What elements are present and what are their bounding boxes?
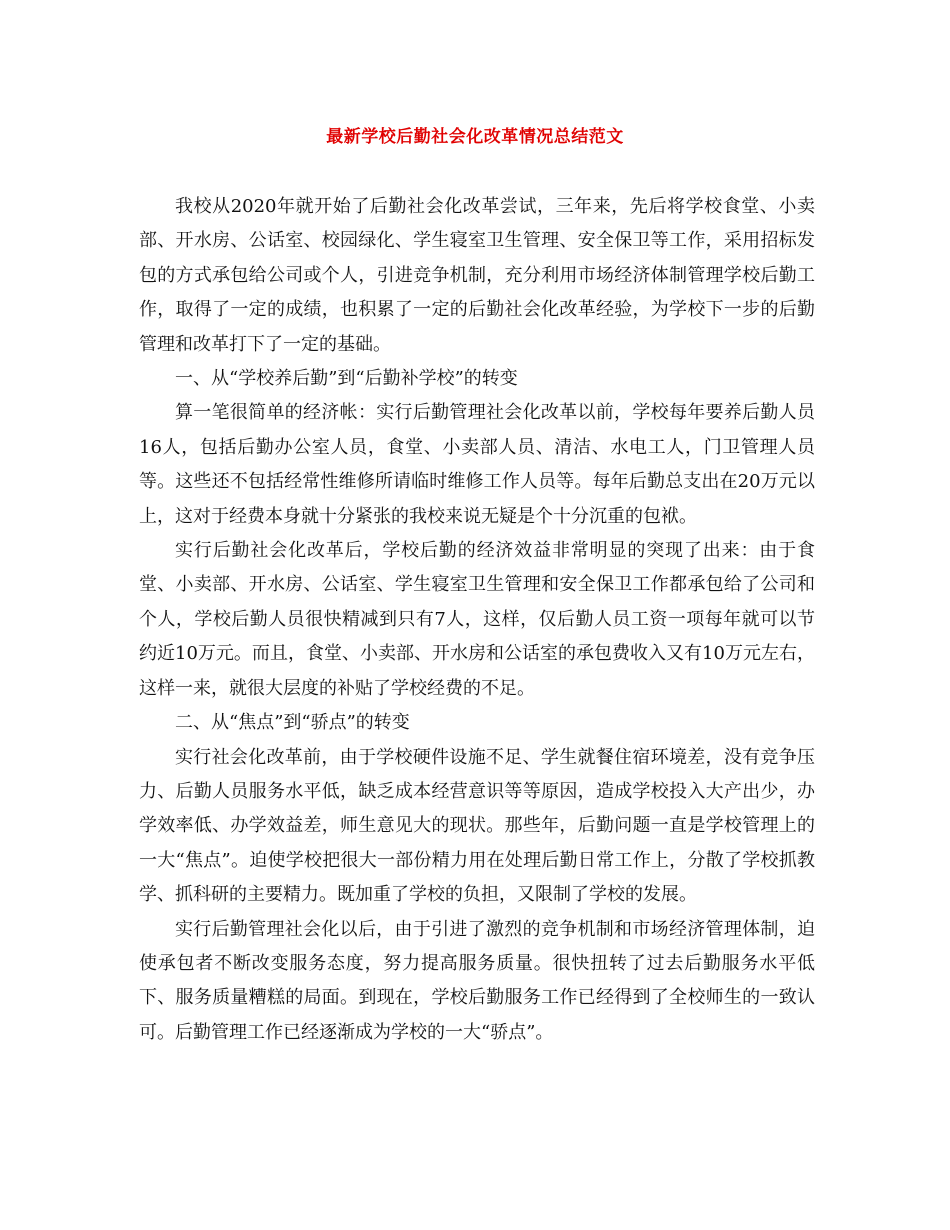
section-heading-2: 二、从“焦点”到“骄点”的转变 (175, 712, 410, 734)
paragraph: 算一笔很简单的经济帐：实行后勤管理社会化改革以前，学校每年要养后勤人员16人，包括后勤办公室人员，食堂、小卖部人员、清洁、水电工人，门卫管理人员等。这些还不包括经常性维修所请临时维修工作人员等。每年后勤总支出在20万元以上，这对于经费本身就十分紧张的我校来说无疑是个十分沉重的包袱。 (139, 402, 815, 527)
paragraph-intro: 我校从2020年就开始了后勤社会化改革尝试，三年来，先后将学校食堂、小卖部、开水房、公话室、校园绿化、学生寝室卫生管理、安全保卫等工作，采用招标发包的方式承包给公司或个人，引进竞争机制，充分利用市场经济体制管理学校后勤工作，取得了一定的成绩，也积累了一定的后勤社会化改革经验，为学校下一步的后勤管理和改革打下了一定的基础。 (139, 196, 815, 355)
document-title: 最新学校后勤社会化改革情况总结范文 (326, 127, 624, 147)
paragraph: 实行社会化改革前，由于学校硬件设施不足、学生就餐住宿环境差，没有竞争压力、后勤人员服务水平低，缺乏成本经营意识等等原因，造成学校投入大产出少，办学效率低、办学效益差，师生意见大的现状。那些年，后勤问题一直是学校管理上的一大“焦点”。迫使学校把很大一部份精力用在处理后勤日常工作上，分散了学校抓教学、抓科研的主要精力。既加重了学校的负担，又限制了学校的发展。 (139, 746, 815, 906)
paragraph: 实行后勤管理社会化以后，由于引进了激烈的竞争机制和市场经济管理体制，迫使承包者不断改变服务态度，努力提高服务质量。很快扭转了过去后勤服务水平低下、服务质量糟糕的局面。到现在，学校后勤服务工作已经得到了全校师生的一致认可。后勤管理工作已经逐渐成为学校的一大“骄点”。 (139, 918, 815, 1043)
document-body (139, 190, 815, 1050)
section-heading-1: 一、从“学校养后勤”到“后勤补学校”的转变 (175, 368, 518, 390)
paragraph: 实行后勤社会化改革后，学校后勤的经济效益非常明显的突现了出来：由于食堂、小卖部、开水房、公话室、学生寝室卫生管理和安全保卫工作都承包给了公司和个人，学校后勤人员很快精减到只有7人，这样，仅后勤人员工资一项每年就可以节约近10万元。而且，食堂、小卖部、开水房和公话室的承包费收入又有10万元左右，这样一来，就很大层度的补贴了学校经费的不足。 (139, 540, 815, 699)
